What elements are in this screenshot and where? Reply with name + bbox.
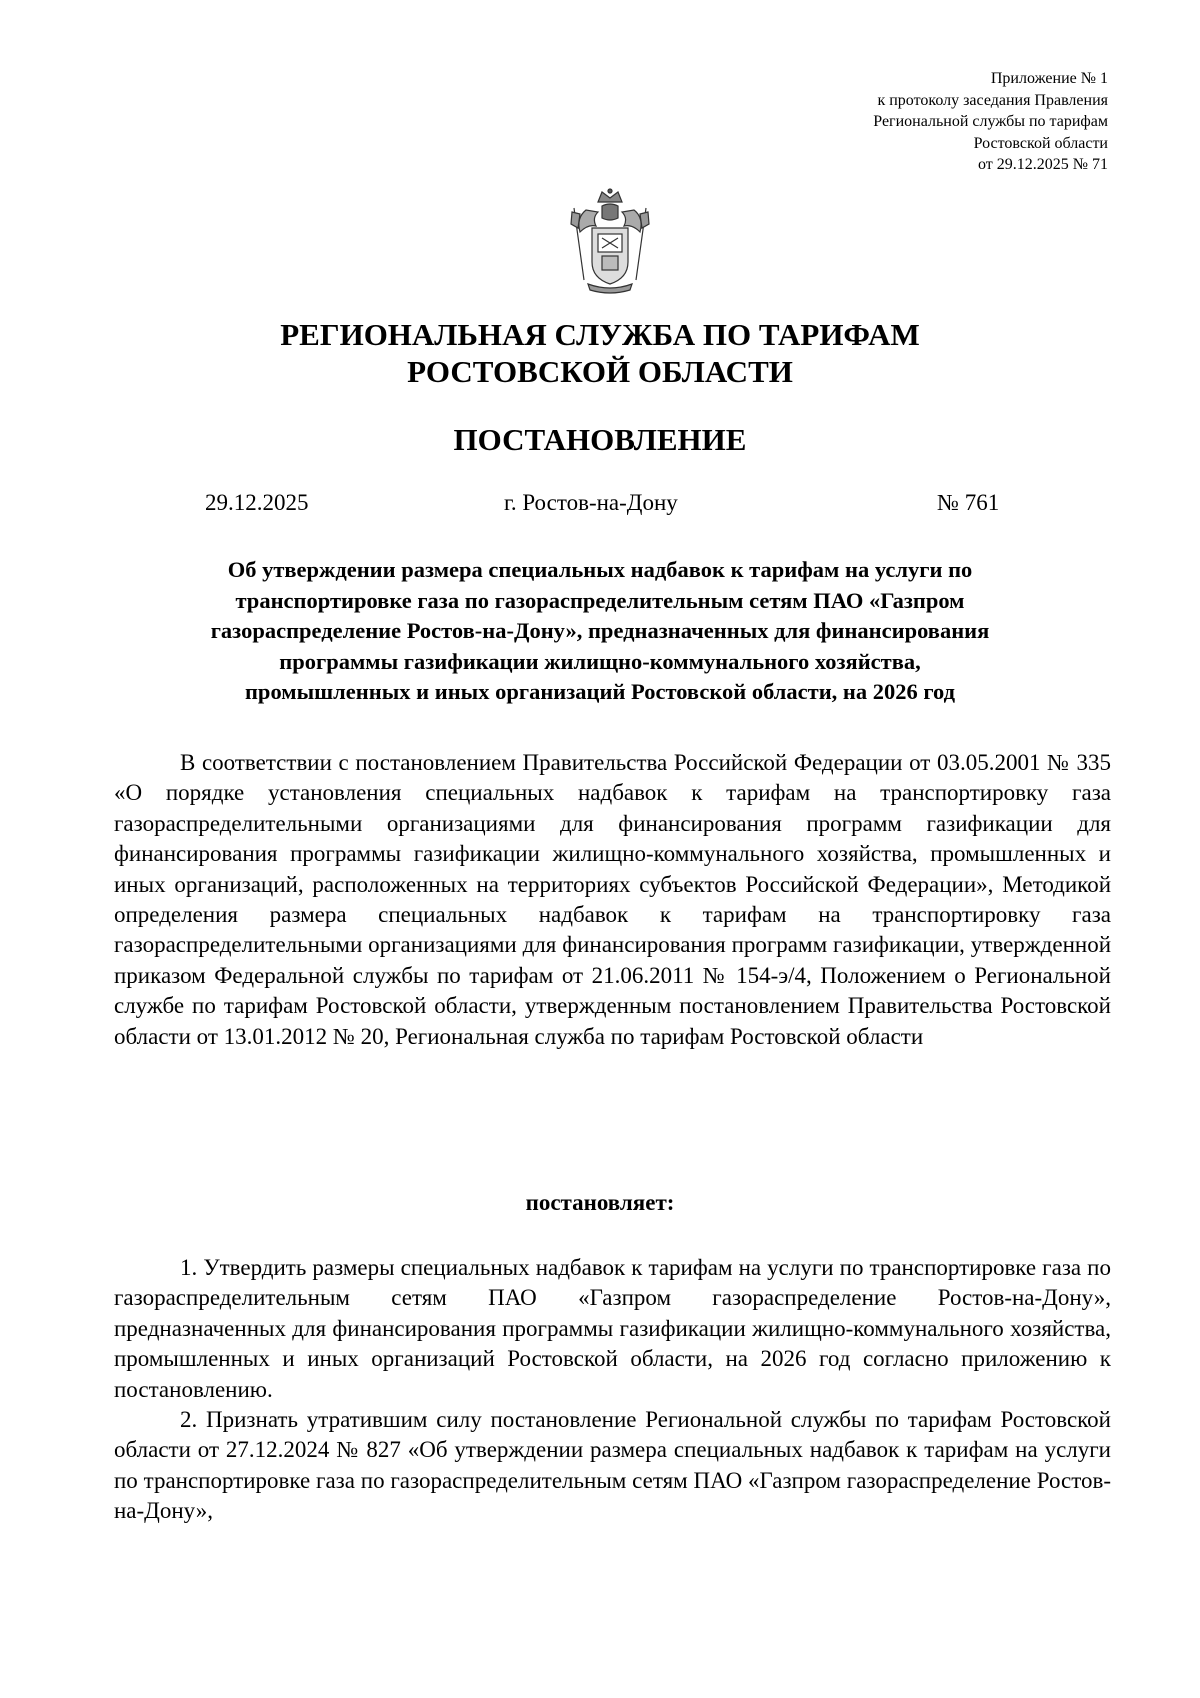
decree-items [114, 1253, 1111, 1527]
decree-item: 2. Признать утратившим силу постановление Региональной службы по тарифам Ростовской области от 27.12.2024 № 827 «Об утверждении размера специальных надбавок к тарифам на услуги по транспортировке газа по газораспределительным сетям ПАО «Газпром газораспределение Ростов-на-Дону», [114, 1407, 1111, 1524]
document-date: 29.12.2025 [205, 490, 309, 515]
appendix-note [873, 68, 1108, 176]
preamble-paragraph: В соответствии с постановлением Правительства Российской Федерации от 03.05.2001 № 335 «О порядке установления специальных надбавок к тарифам на транспортировку газа газораспределительными организациями для финансирования программ газификации для финансирования программы газификации жилищно-коммунального хозяйства, промышленных и иных организаций, расположенных на территориях субъектов Российской Федерации», Методикой определения размера специальных надбавок к тарифам на транспортировку газа газораспределительными организациями для финансирования программ газификации, утвержденной приказом Федеральной службы по тарифам от 21.06.2011 № 154-э/4, Положением о Региональной службе по тарифам Ростовской области, утвержденным постановлением Правительства Ростовской области от 13.01.2012 № 20, Региональная служба по тарифам Ростовской области [114, 750, 1111, 1049]
subject-line: газораспределение Ростов-на-Дону», предназначенных для финансирования [210, 618, 990, 643]
subject-line: транспортировке газа по газораспределительным сетям ПАО «Газпром [235, 587, 965, 613]
document-city: г. Ростов-на-Дону [504, 490, 678, 515]
subject-line: промышленных и иных организаций Ростовской области, на 2026 год [244, 679, 956, 704]
decree-word: постановляет: [525, 1190, 675, 1215]
organization-name [0, 316, 1200, 390]
appendix-line: Ростовской области [973, 134, 1108, 152]
org-line: РЕГИОНАЛЬНАЯ СЛУЖБА ПО ТАРИФАМ [280, 317, 920, 352]
appendix-line: Региональной службы по тарифам [873, 113, 1108, 130]
appendix-line: Приложение № 1 [990, 70, 1108, 87]
subject-line: программы газификации жилищно-коммунального хозяйства, [279, 648, 921, 674]
document-number: № 761 [937, 490, 1000, 515]
subject-line: Об утверждении размера специальных надбавок к тарифам на услуги по [227, 557, 973, 582]
document-type: ПОСТАНОВЛЕНИЕ [453, 422, 747, 457]
appendix-line: от 29.12.2025 № 71 [977, 156, 1108, 173]
org-line: РОСТОВСКОЙ ОБЛАСТИ [407, 354, 793, 389]
decree-item: 1. Утвердить размеры специальных надбавок к тарифам на услуги по транспортировке газа по газораспределительным сетям ПАО «Газпром газораспределение Ростов-на-Дону», предназначенных для финансирования программы газификации жилищно-коммунального хозяйства, промышленных и иных организаций Ростовской области, на 2026 год согласно приложению к постановлению. [114, 1255, 1111, 1402]
appendix-line: к протоколу заседания Правления [877, 91, 1108, 109]
document-subject [100, 555, 1100, 708]
coat-of-arms-icon [566, 188, 654, 296]
preamble-section [114, 748, 1111, 1052]
